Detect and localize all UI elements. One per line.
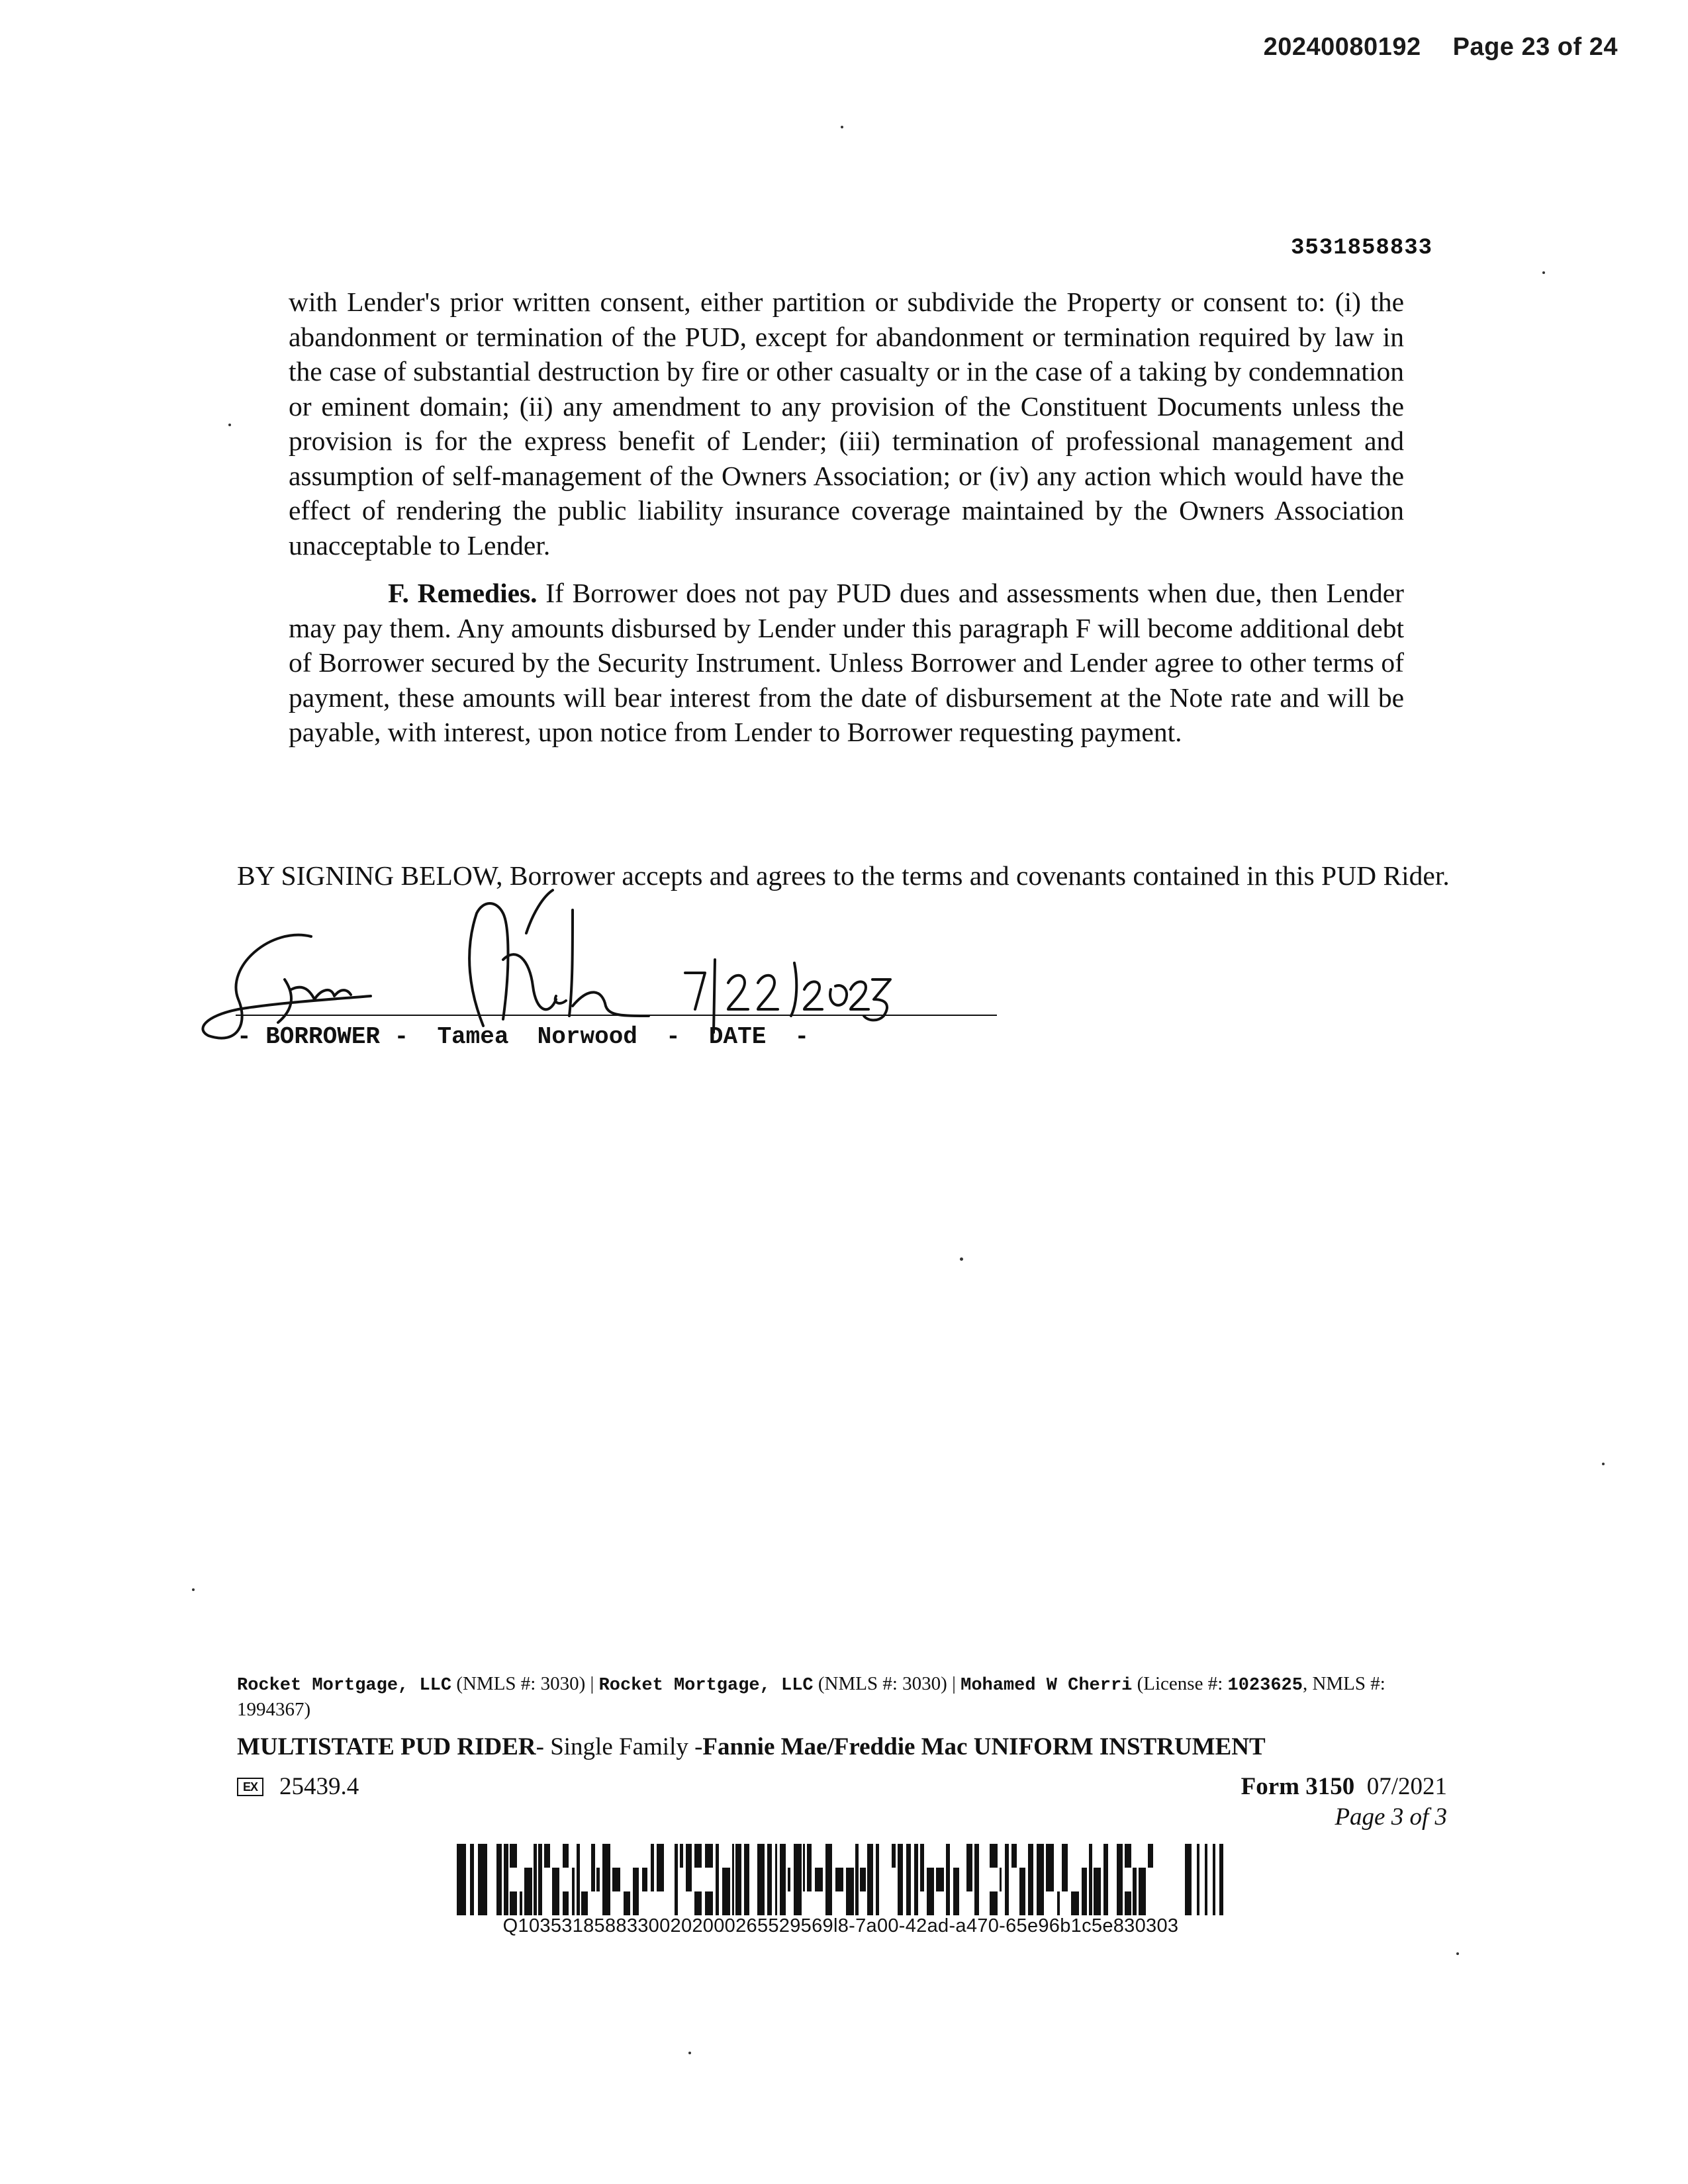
barcode-module bbox=[1062, 1844, 1068, 1868]
barcode-module bbox=[966, 1844, 972, 1868]
barcode-module bbox=[577, 1891, 580, 1915]
footer-lender-info bbox=[237, 1672, 1448, 1721]
barcode-module bbox=[1089, 1891, 1092, 1915]
barcode-module bbox=[1133, 1868, 1137, 1891]
barcode-module bbox=[906, 1868, 911, 1891]
paragraph-f-text: If Borrower does not pay PUD dues and assessments when due, then Lender may pay them. Any amounts disbursed by Lender under this paragraph F will become additional debt of Borrower secured by the Security Instrument. Unless Borrower and Lender agree to other terms of payment, these amounts will bear interest from the date of disbursement at the Note rate and will be payable, with interest, upon notice from Lender to Borrower requesting payment. bbox=[289, 578, 1404, 747]
barcode-module bbox=[860, 1868, 866, 1891]
barcode-module bbox=[757, 1891, 765, 1915]
barcode-module bbox=[694, 1891, 702, 1915]
barcode-module bbox=[775, 1891, 777, 1915]
barcode-module bbox=[1205, 1844, 1207, 1915]
barcode-module bbox=[1125, 1891, 1131, 1915]
barcode-module bbox=[524, 1891, 532, 1915]
barcode-module bbox=[722, 1868, 730, 1891]
barcode-module bbox=[794, 1868, 802, 1891]
barcode-module bbox=[686, 1868, 692, 1891]
barcode-module bbox=[1082, 1891, 1087, 1915]
barcode-module bbox=[602, 1844, 610, 1868]
barcode-module bbox=[694, 1844, 702, 1868]
barcode-module bbox=[1028, 1844, 1033, 1868]
barcode-module bbox=[591, 1868, 595, 1891]
barcode-module bbox=[867, 1844, 873, 1915]
barcode-module bbox=[1117, 1844, 1123, 1868]
barcode-module bbox=[572, 1891, 575, 1915]
barcode-module bbox=[1057, 1891, 1060, 1915]
barcode-module bbox=[544, 1844, 550, 1868]
barcode-module bbox=[510, 1844, 517, 1868]
barcode-module bbox=[1089, 1868, 1092, 1891]
barcode-module bbox=[807, 1868, 812, 1891]
barcode-module bbox=[974, 1844, 979, 1868]
barcode-module bbox=[1094, 1891, 1101, 1915]
barcode-module bbox=[504, 1868, 508, 1891]
scan-speck bbox=[960, 1257, 963, 1261]
barcode-module bbox=[1071, 1891, 1079, 1915]
barcode-text: Q10353185883300202000265529569l8-7a00-42ad-a470-65e96b1c5e830303 bbox=[502, 1915, 1179, 1936]
barcode-module bbox=[990, 1891, 998, 1915]
barcode-module bbox=[1103, 1844, 1108, 1915]
barcode-module bbox=[1089, 1844, 1092, 1868]
scan-speck bbox=[228, 424, 231, 426]
barcode-module bbox=[835, 1868, 843, 1891]
barcode-module bbox=[612, 1868, 620, 1891]
ex-logo-icon: EX bbox=[237, 1778, 263, 1796]
barcode-module bbox=[1028, 1868, 1033, 1891]
doc-code: 25439.4 bbox=[279, 1773, 359, 1800]
barcode-module bbox=[953, 1868, 959, 1891]
barcode-module bbox=[1000, 1868, 1002, 1891]
form-number bbox=[1241, 1772, 1447, 1801]
doc-code-row bbox=[237, 1772, 359, 1801]
form-title-instrument: Fannie Mae/Freddie Mac UNIFORM INSTRUMENT bbox=[702, 1733, 1266, 1760]
barcode-module bbox=[1117, 1891, 1123, 1915]
barcode-module bbox=[1117, 1868, 1123, 1891]
barcode-module bbox=[642, 1868, 647, 1891]
barcode-module bbox=[876, 1868, 879, 1891]
barcode-module bbox=[686, 1844, 692, 1868]
barcode-module bbox=[735, 1844, 741, 1915]
barcode-module bbox=[953, 1891, 959, 1915]
originator-nmls: , NMLS #: 1994367) bbox=[237, 1673, 1385, 1720]
barcode-module bbox=[552, 1868, 559, 1891]
barcode-module bbox=[1197, 1844, 1199, 1915]
form-date: 07/2021 bbox=[1366, 1773, 1447, 1800]
scan-speck bbox=[1456, 1952, 1459, 1955]
scan-speck bbox=[841, 126, 843, 128]
barcode-module bbox=[920, 1868, 924, 1891]
barcode-module bbox=[794, 1891, 802, 1915]
barcode-module bbox=[898, 1868, 903, 1891]
barcode-module bbox=[1148, 1844, 1153, 1868]
barcode-module bbox=[780, 1868, 786, 1891]
barcode-module bbox=[1011, 1844, 1017, 1868]
barcode-module bbox=[705, 1844, 713, 1868]
barcode-module bbox=[1019, 1891, 1025, 1915]
paragraph-e-continued: with Lender's prior written consent, either partition or subdivide the Property or consent to: (i) the abandonment or termination of the PUD, except for abandonment or termination required by law in the case of substantial destruction by fire or other casualty or in the case of a taking by condemnation or eminent domain; (ii) any amendment to any provision of the Constituent Documents unless the provision is for the express benefit of Lender; (iii) termination of professional management and assumption of self-management of the Owners Association; or (iv) any action which would have the effect of rendering the public liability insurance coverage maintained by the Owners Association unacceptable to Lender. bbox=[289, 287, 1404, 561]
form-title-main: MULTISTATE PUD RIDER bbox=[237, 1733, 536, 1760]
barcode-module bbox=[1028, 1891, 1033, 1915]
barcode-module bbox=[1082, 1868, 1087, 1891]
barcode-module bbox=[906, 1891, 911, 1915]
barcode-module bbox=[914, 1868, 918, 1891]
barcode-module bbox=[1046, 1844, 1054, 1868]
barcode-module bbox=[906, 1844, 911, 1868]
barcode-module bbox=[1139, 1868, 1146, 1891]
barcode-module bbox=[577, 1844, 580, 1868]
barcode-module bbox=[775, 1868, 777, 1891]
originator-license-number: 1023625 bbox=[1227, 1676, 1303, 1696]
barcode-module bbox=[596, 1868, 600, 1891]
barcode-module bbox=[633, 1868, 639, 1891]
barcode-module bbox=[1005, 1868, 1009, 1891]
barcode-module bbox=[775, 1844, 777, 1868]
barcode-module bbox=[898, 1891, 903, 1915]
barcode-module bbox=[927, 1868, 934, 1891]
barcode-module bbox=[602, 1868, 610, 1891]
scan-speck bbox=[1542, 271, 1545, 274]
recording-page-label: Page 23 of 24 bbox=[1452, 33, 1618, 61]
barcode-module bbox=[1046, 1868, 1054, 1891]
originator-license-label: (License #: bbox=[1132, 1673, 1228, 1694]
barcode-module bbox=[990, 1844, 998, 1868]
barcode-module bbox=[651, 1844, 654, 1868]
barcode-module bbox=[675, 1844, 678, 1915]
barcode-module bbox=[974, 1891, 979, 1915]
barcode-module bbox=[876, 1844, 879, 1868]
barcode-module bbox=[657, 1868, 664, 1891]
barcode-module bbox=[846, 1868, 854, 1891]
barcode-module bbox=[457, 1844, 466, 1915]
barcode-module bbox=[966, 1868, 972, 1891]
barcode-module bbox=[633, 1891, 639, 1915]
barcode-module bbox=[855, 1891, 859, 1915]
barcode-module bbox=[552, 1891, 559, 1915]
barcode-module bbox=[744, 1844, 749, 1915]
paragraph-f-heading: F. Remedies. bbox=[388, 578, 538, 608]
barcode-module bbox=[946, 1844, 950, 1915]
barcode-module bbox=[651, 1868, 654, 1891]
barcode-module bbox=[504, 1891, 508, 1915]
barcode-module bbox=[1133, 1891, 1137, 1915]
barcode-module bbox=[1062, 1868, 1068, 1891]
barcode-module bbox=[524, 1868, 532, 1891]
signature-caption: - BORROWER - Tamea Norwood - DATE - bbox=[237, 1023, 810, 1050]
barcode-module bbox=[1005, 1844, 1009, 1868]
barcode-module bbox=[855, 1844, 859, 1868]
barcode-module bbox=[803, 1844, 805, 1868]
lender-nmls-2: (NMLS #: 3030) | bbox=[813, 1673, 961, 1694]
loan-number: 3531858833 bbox=[1291, 236, 1433, 261]
barcode-module bbox=[1219, 1844, 1223, 1915]
signing-statement: BY SIGNING BELOW, Borrower accepts and agrees to the terms and covenants contained in this PUD Rider. bbox=[237, 860, 1450, 891]
form-title bbox=[237, 1733, 1266, 1761]
barcode-module bbox=[1125, 1844, 1131, 1868]
barcode-module bbox=[520, 1891, 522, 1915]
lender-name: Rocket Mortgage, LLC bbox=[237, 1676, 452, 1696]
barcode-module bbox=[876, 1891, 879, 1915]
barcode-module bbox=[657, 1844, 664, 1868]
barcode-module bbox=[855, 1868, 859, 1891]
recording-number: 20240080192 bbox=[1263, 33, 1421, 61]
paragraph-f-remedies bbox=[289, 576, 1404, 750]
barcode-module bbox=[534, 1844, 537, 1915]
barcode-module bbox=[767, 1844, 772, 1915]
barcode-module bbox=[563, 1844, 569, 1868]
barcode-module bbox=[1019, 1868, 1025, 1891]
lender-nmls: (NMLS #: 3030) | bbox=[451, 1673, 599, 1694]
form-page-of: Page 3 of 3 bbox=[1335, 1803, 1447, 1831]
form-title-family: - Single Family - bbox=[536, 1733, 703, 1760]
barcode-module bbox=[716, 1844, 719, 1915]
originator-name: Mohamed W Cherri bbox=[961, 1676, 1133, 1696]
barcode-module bbox=[577, 1868, 580, 1891]
barcode-module bbox=[591, 1844, 595, 1868]
barcode-module bbox=[825, 1844, 832, 1915]
scan-speck bbox=[192, 1588, 195, 1591]
barcode-module bbox=[788, 1868, 790, 1891]
barcode-module bbox=[581, 1891, 588, 1915]
barcode-module bbox=[470, 1844, 474, 1915]
barcode-module bbox=[974, 1868, 979, 1891]
barcode-module bbox=[504, 1844, 508, 1868]
barcode-module bbox=[1037, 1844, 1044, 1915]
barcode-module bbox=[538, 1844, 542, 1915]
barcode-module bbox=[1213, 1844, 1215, 1915]
barcode-module bbox=[757, 1868, 765, 1891]
form-label: Form 3150 bbox=[1241, 1773, 1355, 1800]
barcode-module bbox=[892, 1844, 896, 1868]
barcode-module bbox=[705, 1891, 713, 1915]
scan-speck bbox=[688, 2052, 691, 2054]
barcode-module bbox=[563, 1891, 569, 1915]
barcode-module bbox=[1185, 1844, 1192, 1915]
barcode-module bbox=[496, 1844, 502, 1915]
barcode-module bbox=[722, 1891, 730, 1915]
barcode-module bbox=[732, 1844, 734, 1868]
barcode-module bbox=[846, 1891, 854, 1915]
barcode-module bbox=[898, 1844, 903, 1868]
barcode-module bbox=[927, 1891, 934, 1915]
barcode-module bbox=[920, 1844, 924, 1868]
barcode-module bbox=[936, 1868, 944, 1891]
barcode-module bbox=[1094, 1868, 1101, 1891]
document-barcode bbox=[457, 1844, 1225, 1915]
barcode-module bbox=[680, 1844, 683, 1868]
scan-speck bbox=[1602, 1463, 1605, 1465]
barcode-module bbox=[803, 1868, 805, 1891]
barcode-module bbox=[510, 1891, 517, 1915]
lender-name-2: Rocket Mortgage, LLC bbox=[598, 1676, 814, 1696]
barcode-module bbox=[815, 1868, 823, 1891]
barcode-module bbox=[602, 1891, 610, 1915]
barcode-module bbox=[572, 1868, 575, 1891]
recording-header bbox=[1264, 33, 1618, 62]
barcode-module bbox=[780, 1844, 786, 1868]
barcode-module bbox=[1139, 1891, 1146, 1915]
barcode-module bbox=[757, 1844, 765, 1868]
barcode-module bbox=[780, 1891, 786, 1915]
barcode-module bbox=[732, 1868, 734, 1891]
barcode-module bbox=[624, 1891, 630, 1915]
barcode-module bbox=[794, 1844, 802, 1868]
barcode-module bbox=[914, 1844, 918, 1868]
barcode-module bbox=[478, 1844, 487, 1915]
barcode-module bbox=[732, 1891, 734, 1915]
barcode-module bbox=[1005, 1891, 1009, 1915]
handwritten-signature bbox=[199, 874, 993, 1072]
barcode-module bbox=[914, 1891, 918, 1915]
barcode-module bbox=[807, 1844, 812, 1868]
